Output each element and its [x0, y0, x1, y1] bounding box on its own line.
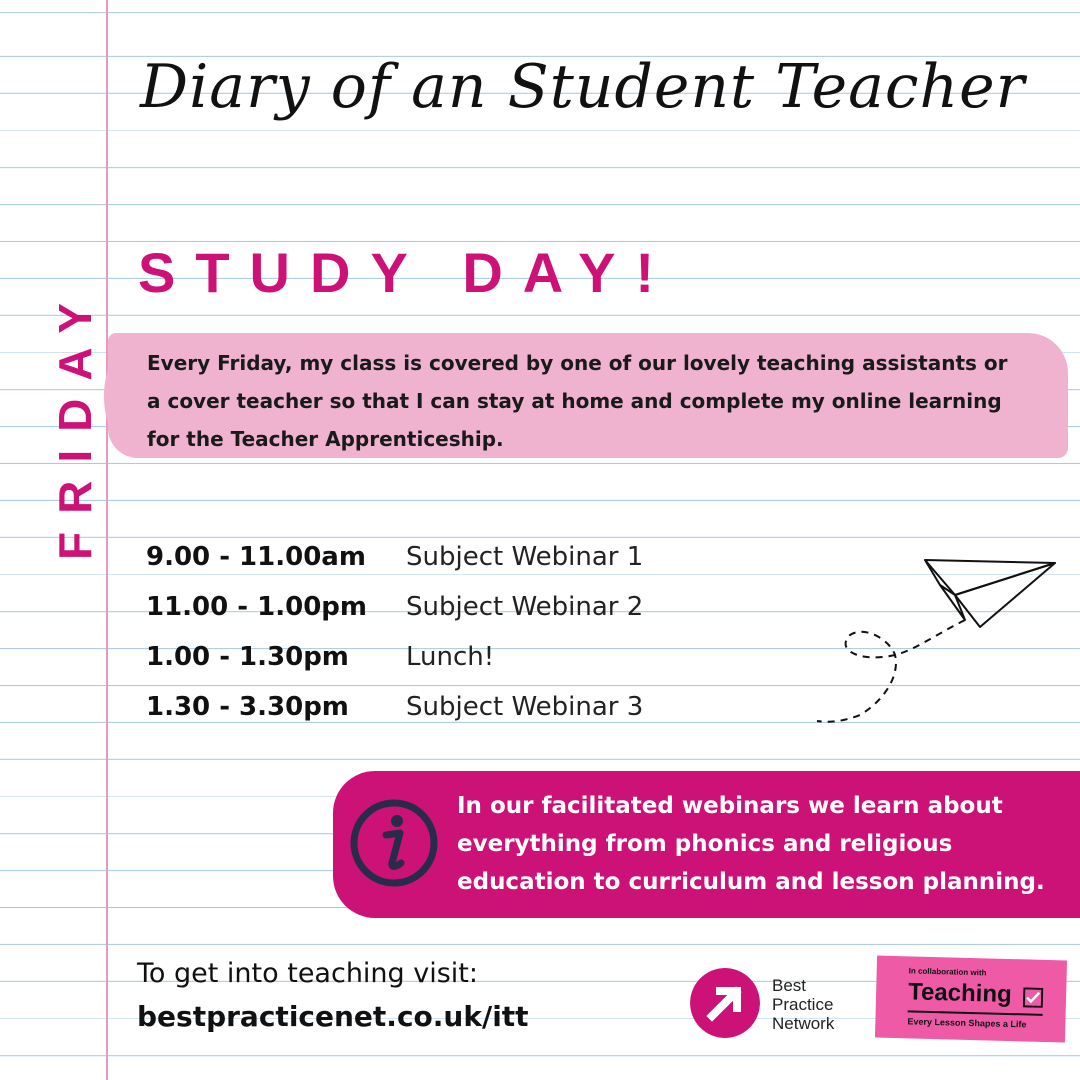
teaching-badge — [875, 956, 1067, 1043]
schedule-row — [146, 582, 746, 632]
badge-title: Teaching — [907, 978, 1013, 1009]
schedule-time: 11.00 - 1.00pm — [146, 592, 367, 622]
schedule-event: Subject Webinar 2 — [406, 592, 644, 622]
badge-caption: In collaboration with — [908, 966, 987, 978]
schedule-list — [146, 532, 746, 732]
best-practice-network-logo — [690, 968, 760, 1038]
schedule-event: Lunch! — [406, 642, 495, 672]
schedule-time: 9.00 - 11.00am — [146, 542, 366, 572]
schedule-row — [146, 682, 746, 732]
schedule-row — [146, 632, 746, 682]
badge-tagline: Every Lesson Shapes a Life — [907, 1016, 1027, 1030]
schedule-event: Subject Webinar 3 — [406, 692, 644, 722]
schedule-event: Subject Webinar 1 — [406, 542, 644, 572]
schedule-time: 1.00 - 1.30pm — [146, 642, 349, 672]
best-practice-network-wordmark: Best Practice Network — [772, 976, 835, 1033]
section-heading: STUDY DAY! — [138, 241, 675, 304]
badge-divider — [908, 1010, 1043, 1016]
page-title: Diary of an Student Teacher — [140, 52, 1026, 122]
day-label: FRIDAY — [49, 285, 101, 560]
cta-url-link[interactable]: bestpracticenet.co.uk/itt — [137, 1000, 529, 1033]
schedule-row — [146, 532, 746, 582]
info-icon — [348, 797, 440, 889]
paper-plane-icon — [815, 555, 1065, 730]
schedule-time: 1.30 - 3.30pm — [146, 692, 349, 722]
intro-text: Every Friday, my class is covered by one of our lovely teaching assistants or a cover teacher so that I can stay at home and complete my online learning for the Teacher Apprenticeship. — [147, 351, 1008, 451]
checkmark-icon — [1023, 987, 1044, 1008]
info-text: In our facilitated webinars we learn about everything from phonics and religious education to curriculum and lesson planning. — [457, 793, 1045, 895]
cta-text: To get into teaching visit: — [137, 958, 478, 989]
notebook-margin-line — [106, 0, 108, 1080]
